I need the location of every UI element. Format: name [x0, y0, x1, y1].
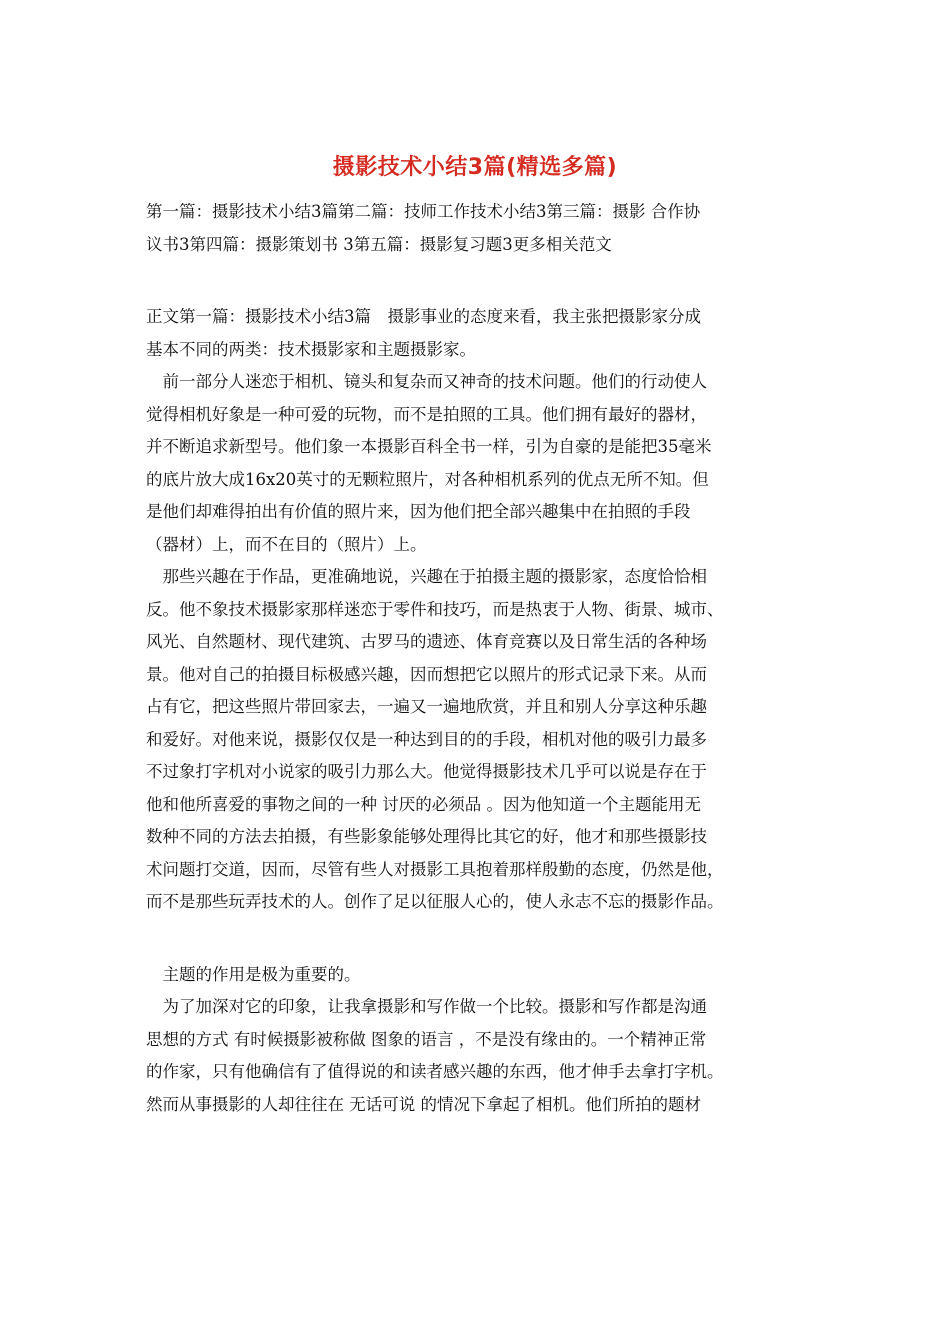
text-line: 觉得相机好象是一种可爱的玩物，而不是拍照的工具。他们拥有最好的器材， — [146, 404, 707, 424]
text-line: 并不断追求新型号。他们象一本摄影百科全书一样，引为自豪的是能把35毫米 — [146, 437, 712, 456]
document-title: 摄影技术小结3篇(精选多篇) — [332, 155, 618, 180]
text-line: 前一部分人迷恋于相机、镜头和复杂而又神奇的技术问题。他们的行动使人 — [146, 372, 707, 391]
text-line: 的作家，只有他确信有了值得说的和读者感兴趣的东西，他才伸手去拿打字机。 — [146, 1062, 724, 1081]
text-line: 他和他所喜爱的事物之间的一种 讨厌的必须品 。因为他知道一个主题能用无 — [146, 794, 701, 814]
text-line: 反。他不象技术摄影家那样迷恋于零件和技巧，而是热衷于人物、街景、城市、 — [146, 599, 724, 619]
text-line: 议书3第四篇：摄影策划书 3第五篇：摄影复习题3更多相关范文 — [146, 234, 612, 254]
text-line: 主题的作用是极为重要的。 — [146, 964, 361, 984]
paragraph-gap — [146, 261, 806, 301]
text-line: 那些兴趣在于作品，更准确地说，兴趣在于拍摄主题的摄影家，态度恰恰相 — [146, 567, 707, 586]
paragraph-gap — [146, 919, 806, 959]
text-line: （器材）上，而不在目的（照片）上。 — [146, 534, 427, 554]
text-line: 然而从事摄影的人却往往在 无话可说 的情况下拿起了相机。他们所拍的题材 — [146, 1094, 701, 1114]
text-line: 而不是那些玩弄技术的人。创作了足以征服人心的，使人永志不忘的摄影作品。 — [146, 892, 724, 911]
text-line: 风光、自然题材、现代建筑、古罗马的遗迹、体育竞赛以及日常生活的各种场 — [146, 632, 707, 651]
text-line: 不过象打字机对小说家的吸引力那么大。他觉得摄影技术几乎可以说是存在于 — [146, 762, 707, 781]
text-line: 数种不同的方法去拍摄，有些影象能够处理得比其它的好，他才和那些摄影技 — [146, 827, 707, 846]
text-line: 和爱好。对他来说，摄影仅仅是一种达到目的的手段，相机对他的吸引力最多 — [146, 729, 707, 749]
text-line: 第一篇：摄影技术小结3篇第二篇：技师工作技术小结3第三篇：摄影 合作协 — [146, 202, 701, 221]
text-line: 正文第一篇：摄影技术小结3篇 摄影事业的态度来看，我主张把摄影家分成 — [146, 307, 701, 326]
text-line: 思想的方式 有时候摄影被称做 图象的语言 ，不是没有缘由的。一个精神正常 — [146, 1029, 707, 1049]
text-line: 景。他对自己的拍摄目标极感兴趣，因而想把它以照片的形式记录下来。从而 — [146, 664, 707, 684]
text-line: 术问题打交道，因而，尽管有些人对摄影工具抱着那样殷勤的态度，仍然是他， — [146, 859, 724, 879]
document-body — [146, 196, 806, 1121]
text-line: 占有它，把这些照片带回家去，一遍又一遍地欣赏，并且和别人分享这种乐趣 — [146, 697, 707, 716]
text-line: 的底片放大成16x20英寸的无颗粒照片，对各种相机系列的优点无所不知。但 — [146, 469, 709, 489]
text-line: 为了加深对它的印象，让我拿摄影和写作做一个比较。摄影和写作都是沟通 — [146, 997, 707, 1016]
text-line: 基本不同的两类：技术摄影家和主题摄影家。 — [146, 339, 476, 359]
text-line: 是他们却难得拍出有价值的照片来，因为他们把全部兴趣集中在拍照的手段 — [146, 502, 691, 521]
